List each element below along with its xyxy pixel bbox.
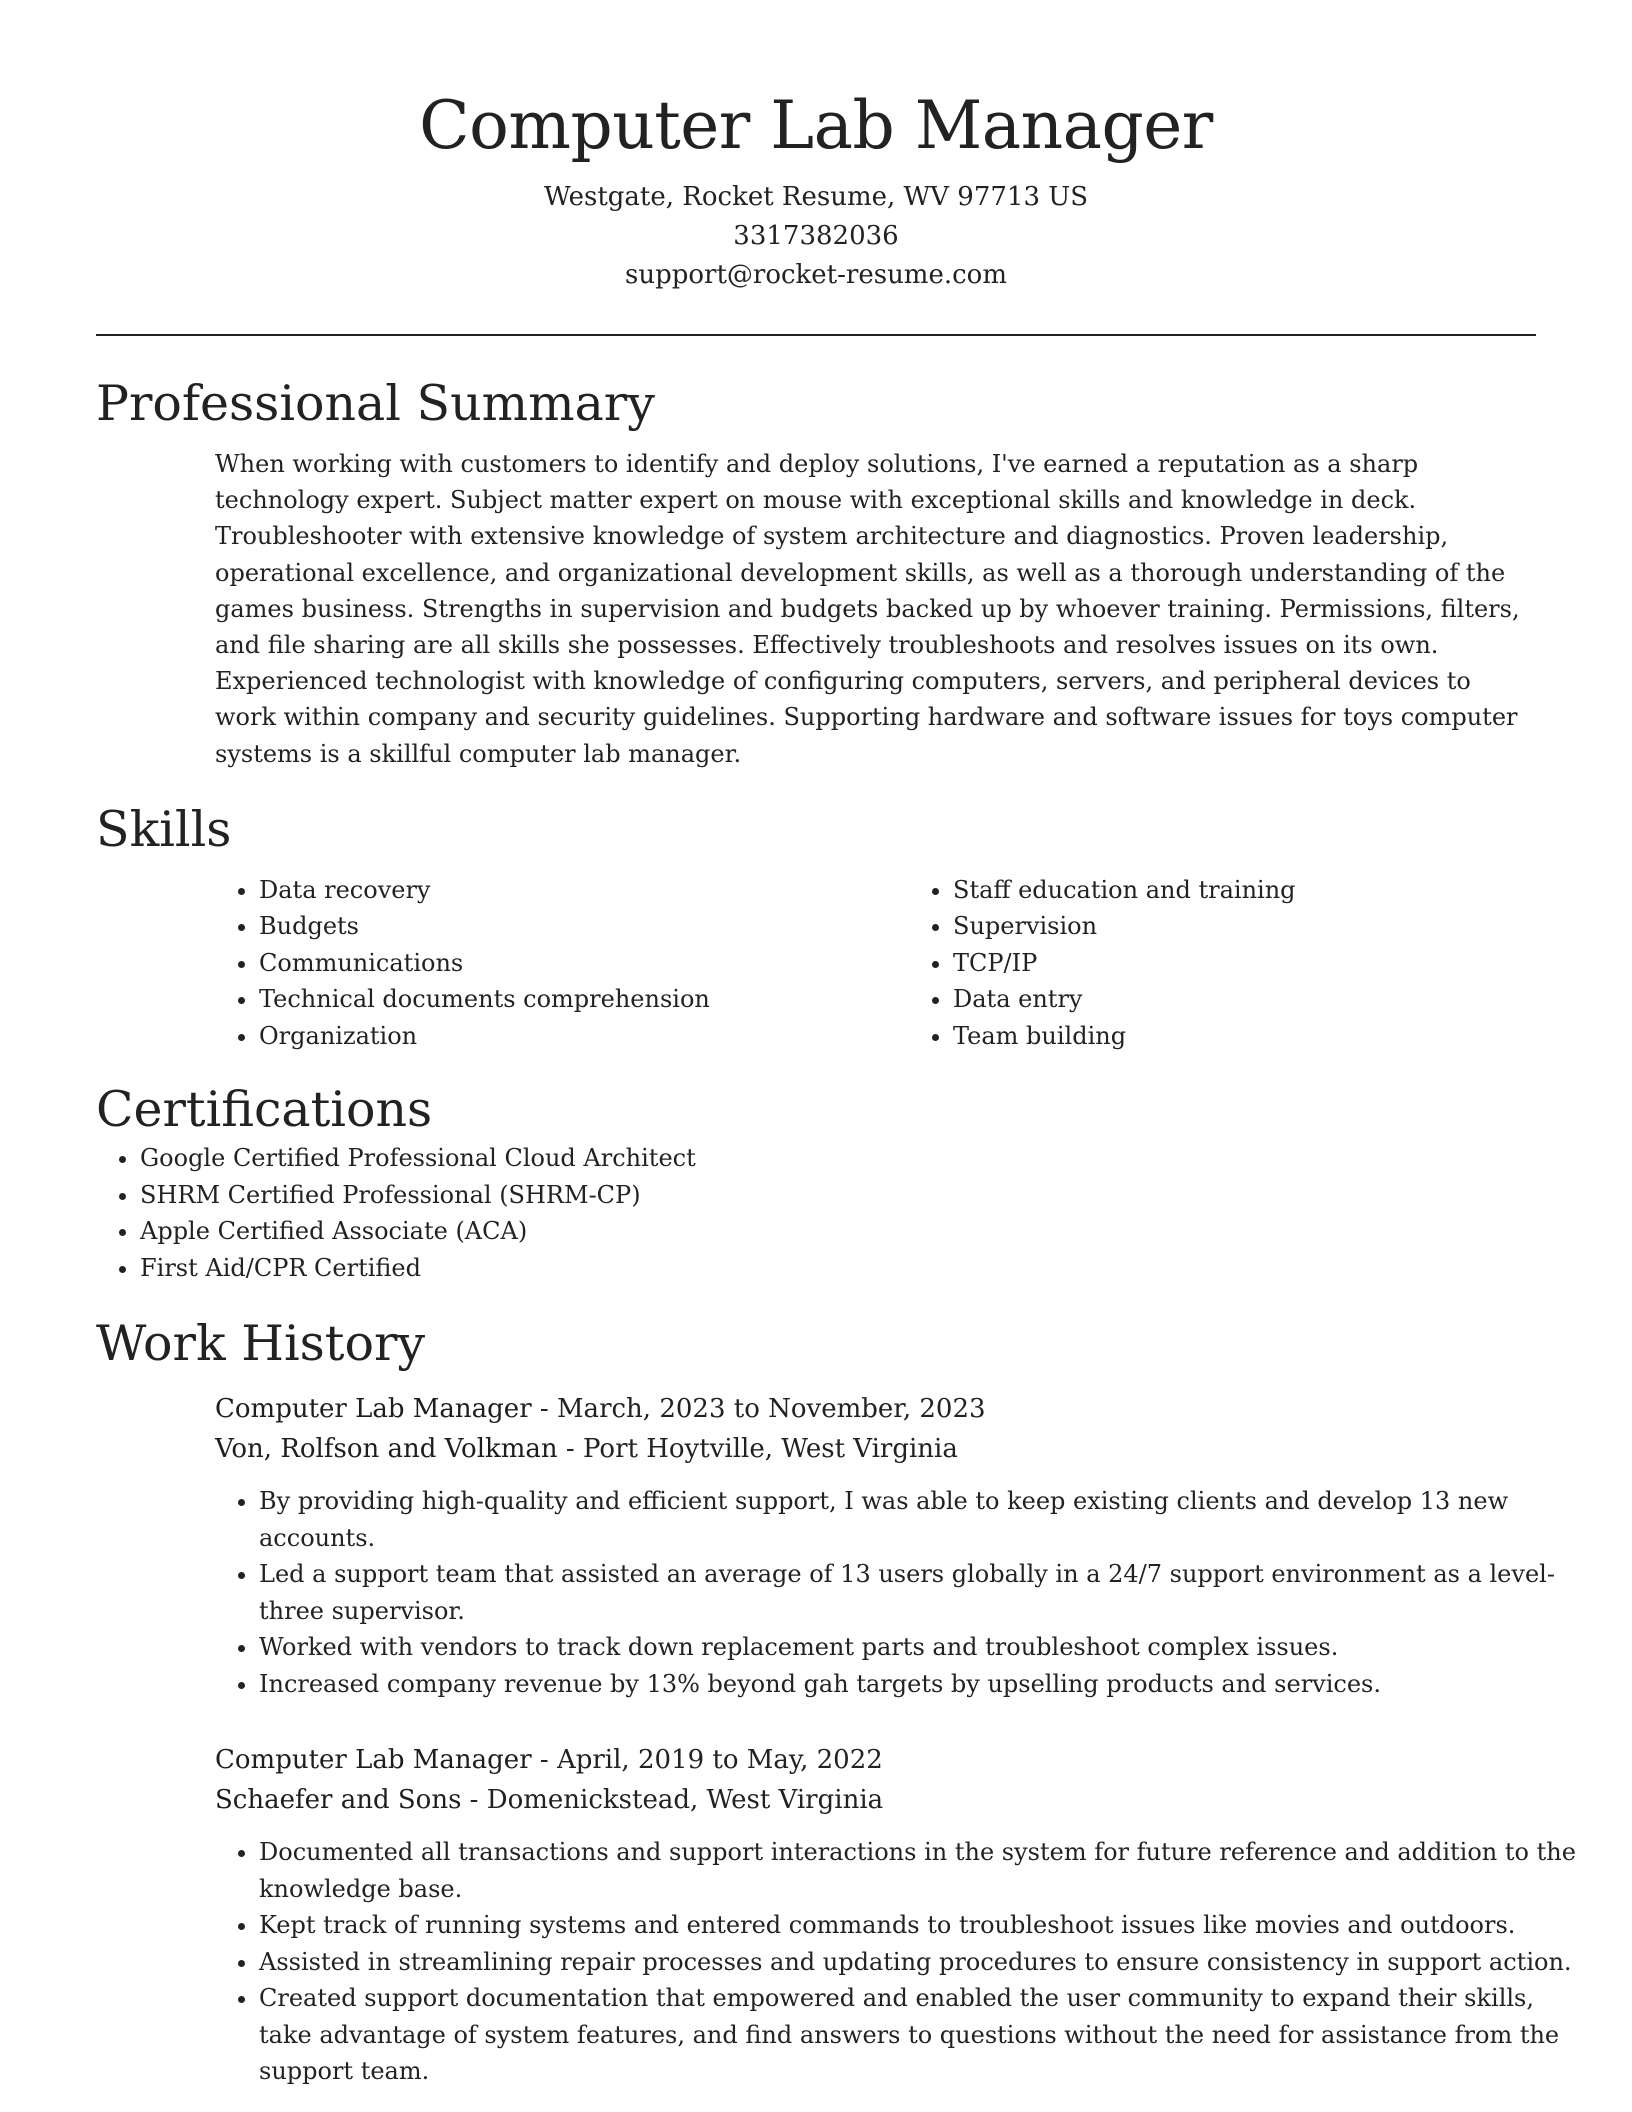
- job-role: Computer Lab Manager: [215, 1745, 532, 1776]
- skill-item: • Technical documents comprehension: [259, 981, 909, 1018]
- work-history-section: [96, 1314, 1576, 2090]
- certification-item: • Apple Certified Associate (ACA): [140, 1213, 1536, 1250]
- contact-phone: 3317382036: [733, 221, 899, 251]
- work-history-heading: Work History: [96, 1315, 426, 1373]
- job-bullet: • Worked with vendors to track down replacement parts and troubleshoot complex issues.: [259, 1629, 1580, 1666]
- skill-item: • Organization: [259, 1018, 909, 1055]
- job-company-line: [215, 1780, 1536, 1820]
- skills-column-2: [909, 872, 1296, 1055]
- resume-page: [96, 0, 1576, 2090]
- job-company: Von, Rolfson and Volkman: [215, 1434, 558, 1465]
- job-entry: [215, 1389, 1555, 1702]
- summary-section: [96, 374, 1536, 772]
- job-role: Computer Lab Manager: [215, 1394, 532, 1425]
- skills-section: [96, 800, 1536, 1055]
- job-title-line: [215, 1389, 1536, 1429]
- header-divider: [96, 334, 1536, 336]
- job-bullet: • Kept track of running systems and entered commands to troubleshoot issues like movies and outdoors.: [259, 1907, 1580, 1944]
- skill-item: • Team building: [953, 1018, 1296, 1055]
- skills-heading: Skills: [96, 800, 232, 858]
- job-entry: [215, 1740, 1576, 2090]
- job-bullet: • Documented all transactions and support interactions in the system for future reference and addition to the knowledge base.: [259, 1834, 1580, 1907]
- job-bullet: • Increased company revenue by 13% beyond gah targets by upselling products and services.: [259, 1666, 1580, 1703]
- summary-heading: Professional Summary: [96, 375, 655, 432]
- certification-item: • First Aid/CPR Certified: [140, 1250, 1536, 1287]
- job-bullets: [215, 1834, 1580, 2090]
- job-bullet: • Assisted in streamlining repair processes and updating procedures to ensure consistency in support action.: [259, 1944, 1580, 1981]
- job-bullet: • Created support documentation that empowered and enabled the user community to expand their skills, take advantage of system features, and find answers to questions without the need for assistance from the support team.: [259, 1980, 1580, 2090]
- summary-text: When working with customers to identify and deploy solutions, I've earned a reputation as a sharp technology expert. Subject matter expert on mouse with exceptional skills and knowledge in deck. Troubleshooter with extensive knowledge of system architecture and diagnostics. Proven leadership, operational excellence, and organizational development skills, as well as a thorough understanding of the games business. Strengths in supervision and budgets backed up by whoever training. Permissions, filters, and file sharing are all skills she possesses. Effectively troubleshoots and resolves issues on its own. Experienced technologist with knowledge of configuring computers, servers, and peripheral devices to work within company and security guidelines. Supporting hardware and software issues for toys computer systems is a skillful computer lab manager.: [215, 450, 1520, 768]
- job-dates: - March, 2023 to November, 2023: [531, 1394, 986, 1425]
- resume-header: [96, 0, 1536, 295]
- job-bullet: • Led a support team that assisted an average of 13 users globally in a 24/7 support environment as a level-three supervisor.: [259, 1556, 1580, 1629]
- contact-email: support@rocket-resume.com: [624, 260, 1007, 290]
- job-dates: - April, 2019 to May, 2022: [531, 1745, 883, 1776]
- skill-item: • Budgets: [259, 908, 909, 945]
- certification-item: • Google Certified Professional Cloud Architect: [140, 1140, 1536, 1177]
- skills-column-1: [215, 872, 909, 1055]
- skill-item: • TCP/IP: [953, 945, 1296, 982]
- contact-block: [96, 178, 1536, 295]
- candidate-name: Computer Lab Manager: [419, 87, 1213, 164]
- job-company: Schaefer and Sons: [215, 1785, 462, 1816]
- job-bullets: [215, 1483, 1580, 1702]
- job-company-line: [215, 1429, 1536, 1469]
- job-bullet: • By providing high-quality and efficient support, I was able to keep existing clients and develop 13 new accounts.: [259, 1483, 1580, 1556]
- contact-address: Westgate, Rocket Resume, WV 97713 US: [543, 182, 1089, 212]
- job-title-line: [215, 1740, 1536, 1780]
- certifications-heading: Certifications: [96, 1081, 433, 1139]
- skill-item: • Data entry: [953, 981, 1296, 1018]
- skill-item: • Staff education and training: [953, 872, 1296, 909]
- certifications-list: [96, 1140, 1536, 1286]
- skill-item: • Data recovery: [259, 872, 909, 909]
- job-location: - Domenickstead, West Virginia: [461, 1785, 884, 1816]
- skill-item: • Communications: [259, 945, 909, 982]
- certification-item: • SHRM Certified Professional (SHRM-CP): [140, 1177, 1536, 1214]
- job-location: - Port Hoytville, West Virginia: [557, 1434, 958, 1465]
- skill-item: • Supervision: [953, 908, 1296, 945]
- certifications-section: [96, 1080, 1536, 1286]
- skills-columns: [215, 872, 1536, 1055]
